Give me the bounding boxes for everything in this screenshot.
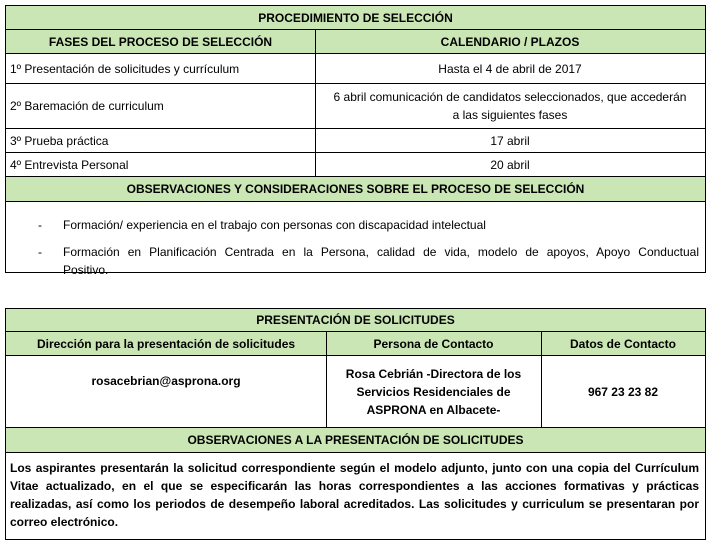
- persona-line: Rosa Cebrián -Directora de los: [345, 366, 522, 381]
- telefono-cell: 967 23 23 82: [587, 384, 659, 399]
- persona-line: Servicios Residenciales de: [356, 384, 511, 399]
- persona-cell: [326, 356, 541, 427]
- list-item: Formación en Planificación Centrada en la Persona, calidad de vida, modelo de apoyos, Apoyo Conductual: [63, 245, 699, 259]
- table-row: [6, 84, 705, 129]
- table-row: [6, 153, 705, 177]
- seleccion-header-row: [6, 30, 705, 54]
- col-direccion-header: Dirección para la presentación de solicitudes: [36, 336, 296, 351]
- seleccion-title: PROCEDIMIENTO DE SELECCIÓN: [258, 10, 453, 25]
- table-row: [6, 356, 705, 428]
- presentacion-title-row: [6, 309, 705, 332]
- obs-line: Los aspirantes presentarán la solicitud correspondiente según el modelo adjunto, junto con una copia del Currículum: [10, 461, 699, 475]
- obs-line: correo electrónico.: [10, 515, 119, 529]
- table-row: [6, 54, 705, 84]
- col-fases-header: FASES DEL PROCESO DE SELECCIÓN: [48, 34, 273, 49]
- seleccion-obs-title: OBSERVACIONES Y CONSIDERACIONES SOBRE EL PROCESO DE SELECCIÓN: [126, 182, 585, 196]
- seleccion-table: [5, 5, 706, 277]
- presentacion-obs-title: OBSERVACIONES A LA PRESENTACIÓN DE SOLICITUDES: [187, 433, 524, 447]
- presentacion-obs-title-row: [6, 428, 705, 453]
- list-item-continuation: Positivo.: [63, 263, 109, 277]
- presentacion-obs-text: [10, 459, 699, 531]
- plazo-cell: [315, 84, 705, 128]
- persona-line: ASPRONA en Albacete-: [366, 402, 501, 417]
- plazo-cell: Hasta el 4 de abril de 2017: [438, 61, 582, 76]
- fase-cell: 4º Entrevista Personal: [10, 157, 129, 172]
- bullet-mark: -: [38, 245, 42, 259]
- seleccion-obs-list: [6, 202, 705, 277]
- col-persona-header: Persona de Contacto: [373, 336, 494, 351]
- presentacion-title: PRESENTACIÓN DE SOLICITUDES: [256, 313, 455, 327]
- plazo-line: a las siguientes fases: [452, 108, 568, 122]
- fase-cell: 1º Presentación de solicitudes y currículum: [10, 61, 240, 76]
- email-cell: rosacebrian@asprona.org: [91, 374, 241, 388]
- plazo-cell: 20 abril: [490, 157, 530, 172]
- col-calendario-header: CALENDARIO / PLAZOS: [440, 34, 580, 49]
- table-row: [6, 129, 705, 153]
- presentacion-table: [5, 308, 706, 540]
- fase-cell: 3º Prueba práctica: [10, 133, 109, 148]
- seleccion-obs-title-row: [6, 177, 705, 202]
- seleccion-title-row: [6, 6, 705, 30]
- obs-line: realizadas, así como los periodos de desempeño laboral acreditados. Las solicitudes y curriculum se presentaran por: [10, 497, 699, 511]
- plazo-cell: 17 abril: [490, 133, 530, 148]
- list-item: Formación/ experiencia en el trabajo con personas con discapacidad intelectual: [63, 218, 486, 232]
- fase-cell: 2º Baremación de curriculum: [10, 99, 164, 113]
- presentacion-header-row: [6, 332, 705, 356]
- plazo-line: 6 abril comunicación de candidatos seleccionados, que accederán: [333, 90, 687, 104]
- col-datos-header: Datos de Contacto: [569, 336, 676, 351]
- bullet-mark: -: [38, 218, 42, 232]
- obs-line: Vitae actualizado, en el que se especificarán las horas correspondientes a las acciones formativas y prácticas: [10, 479, 699, 493]
